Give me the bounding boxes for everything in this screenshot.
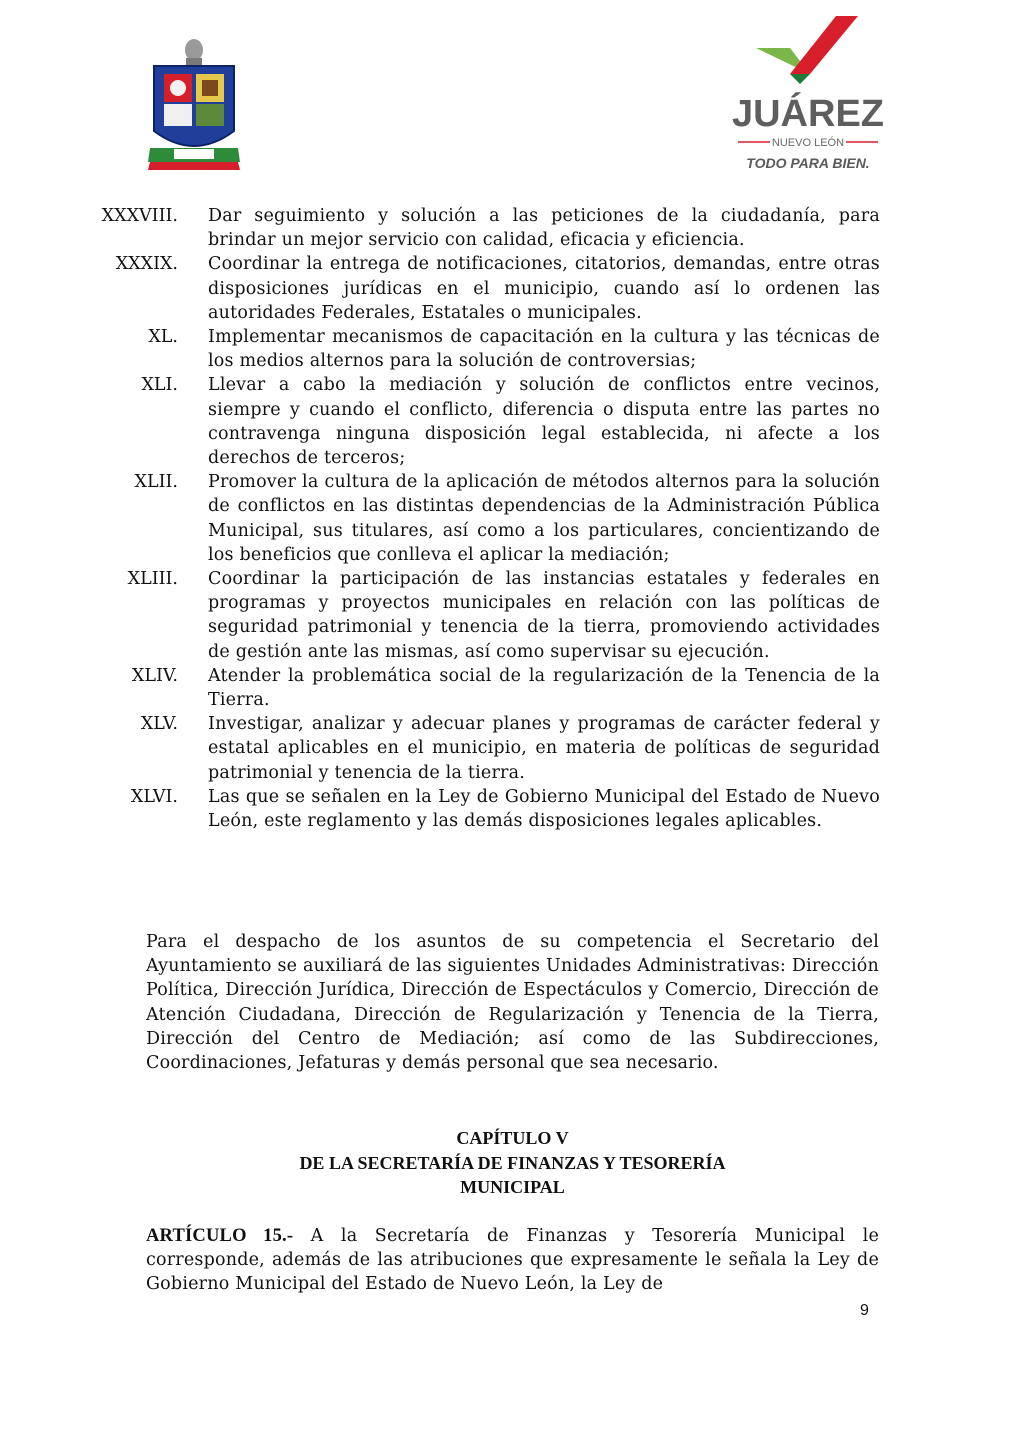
article-label: ARTÍCULO 15.- — [146, 1226, 294, 1246]
chapter-title: CAPÍTULO V — [456, 1128, 569, 1148]
item-text: Coordinar la participación de las instancias estatales y federales en programas y proyectos municipales en relación con las políticas de seguridad patrimonial y tenencia de la tierra, promoviendo actividades de gestión ante las mismas, así como supervisar su ejecución. — [208, 569, 880, 662]
list-item — [84, 252, 880, 325]
item-number: XLV. — [140, 714, 178, 735]
item-number: XLIV. — [131, 665, 178, 686]
article-paragraph — [146, 1224, 879, 1297]
list-item — [84, 325, 880, 373]
chapter-heading — [146, 1126, 879, 1200]
logo-slogan: TODO PARA BIEN. — [746, 155, 870, 171]
list-item — [84, 785, 880, 833]
list-item — [84, 470, 880, 567]
item-text: Atender la problemática social de la regularización de la Tenencia de la Tierra. — [208, 665, 880, 711]
item-number: XLII. — [134, 472, 178, 493]
item-text: Coordinar la entrega de notificaciones, citatorios, demandas, entre otras disposiciones jurídicas en el municipio, cuando así lo ordenen las autoridades Federales, Estatales o municipales. — [208, 254, 880, 323]
article-text: A la Secretaría de Finanzas y Tesorería Municipal le corresponde, además de las atribuciones que expresamente le señala la Ley de Gobierno Municipal del Estado de Nuevo León, la Ley de — [146, 1226, 879, 1295]
list-item — [84, 373, 880, 470]
item-number: XLI. — [141, 375, 178, 396]
list-item — [84, 204, 880, 252]
item-text: Implementar mecanismos de capacitación en la cultura y las técnicas de los medios alternos para la solución de controversias; — [208, 327, 880, 372]
item-text: Llevar a cabo la mediación y solución de conflictos entre vecinos, siempre y cuando el conflicto, diferencia o disputa entre las partes no contravenga ninguna disposición legal establecida, ni afecte a los derechos de terceros; — [208, 375, 880, 469]
chapter-subtitle: DE LA SECRETARÍA DE FINANZAS Y TESORERÍA — [299, 1152, 726, 1173]
list-item — [84, 567, 880, 664]
logo-region: NUEVO LEÓN — [771, 137, 845, 149]
page-number: 9 — [860, 1302, 869, 1319]
page-header — [0, 0, 1024, 200]
list-item — [84, 664, 880, 712]
chapter-subtitle-cont: MUNICIPAL — [460, 1177, 565, 1197]
item-text: Investigar, analizar y adecuar planes y programas de carácter federal y estatal aplicables en el municipio, en materia de políticas de seguridad patrimonial y tenencia de la tierra. — [208, 714, 880, 783]
item-text: Dar seguimiento y solución a las peticiones de la ciudadanía, para brindar un mejor servicio con calidad, eficacia y eficiencia. — [208, 206, 880, 251]
body-paragraph: Para el despacho de los asuntos de su competencia el Secretario del Ayuntamiento se auxiliará de las siguientes Unidades Administrativas: Dirección Política, Dirección Jurídica, Dirección de Espectáculos y Comercio, Dirección de Atención Ciudadana, Dirección de Regularización y Tenencia de la Tierra, Dirección del Centro de Mediación; así como de las Subdirecciones, Coordinaciones, Jefaturas y demás personal que sea necesario. — [146, 932, 879, 1074]
item-number: XXXIX. — [115, 254, 178, 275]
fraction-list — [84, 204, 880, 833]
municipal-crest-icon — [144, 36, 244, 186]
item-text: Promover la cultura de la aplicación de métodos alternos para la solución de conflictos en las distintas dependencias de la Administración Pública Municipal, sus titulares, así como a los particulares, concientizando de los beneficios que conlleva el aplicar la mediación; — [208, 472, 880, 565]
list-item — [84, 712, 880, 785]
logo-brand: JUÁREZ — [731, 93, 885, 135]
item-number: XLVI. — [130, 786, 178, 807]
item-number: XLIII. — [127, 569, 178, 590]
juarez-logo-icon — [718, 14, 898, 179]
item-number: XL. — [148, 327, 178, 348]
item-text: Las que se señalen en la Ley de Gobierno Municipal del Estado de Nuevo León, este reglamento y las demás disposiciones legales aplicables. — [208, 786, 880, 832]
item-number: XXXVIII. — [101, 206, 178, 226]
